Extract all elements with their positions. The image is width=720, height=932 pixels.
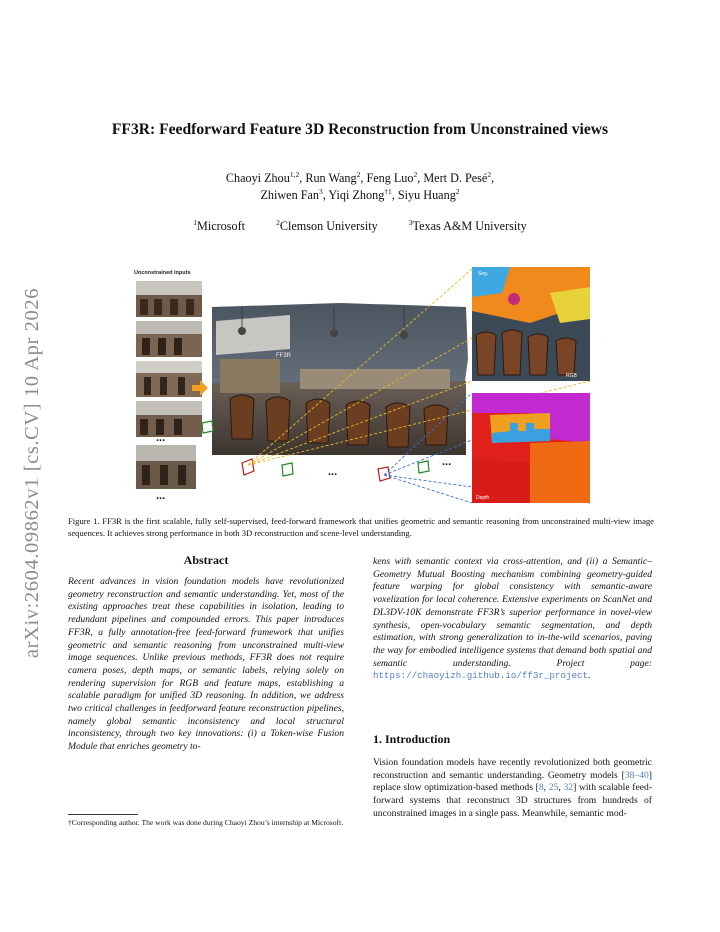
footnote: †Corresponding author. The work was done during Chaoyi Zhou’s internship at Microsoft.: [68, 818, 344, 827]
citation-link[interactable]: 8: [538, 782, 544, 794]
introduction-body: [373, 757, 652, 821]
author-separator: ,: [417, 171, 424, 185]
affiliation-clemson: $^2$Clemson University: [276, 217, 378, 233]
author-affil-mark: 2: [413, 169, 418, 179]
teaser-figure: [130, 263, 600, 510]
depth-label: Depth: [476, 495, 490, 501]
abstract-left-column: [68, 576, 344, 754]
citation-link[interactable]: 32: [563, 782, 574, 794]
camera-icon: [418, 461, 429, 473]
author-name: Yiqi Zhong: [328, 188, 385, 202]
author-separator: ,: [322, 188, 329, 202]
input-thumbnail: [136, 401, 202, 437]
inputs-label: Unconstrained inputs: [134, 270, 191, 276]
affiliation-tamu: $^3$Texas A&M University: [408, 217, 527, 233]
author-affil-mark: 2: [356, 169, 361, 179]
cameras-ellipsis: ...: [328, 466, 338, 478]
affiliation-microsoft: $^1$Microsoft: [193, 217, 246, 233]
author-affil-mark: 2: [487, 169, 492, 179]
seg-label: Seg.: [478, 271, 489, 277]
abstract-text-continued: kens with semantic context via cross-attention, and (ii) a Semantic–Geometry Mutual Boosting mechanism combining geometry-guided feature warping for global consistency with semantic-aware voxelization for local coherence. Extensive experiments on ScanNet and DL3DV-10K demonstrate FF3R’s superior performance in novel-view synthesis, open-vocabulary semantic segmentation, and depth estimation, with strong generalization to in-the-wild scenarios, paving the way for embodied intelligence systems that demand both spatial and semantic understanding. Project page: https://chaoyizh.github.io/ff3r_project.: [373, 556, 652, 682]
camera-icon: [282, 463, 293, 476]
abstract-right-column: [373, 556, 652, 683]
input-thumbnail: [136, 361, 202, 397]
seg-rgb-panel: [472, 267, 590, 381]
citation-link[interactable]: 25: [548, 782, 559, 794]
author-name: Siyu Huang: [397, 188, 456, 202]
affiliations: [80, 219, 640, 234]
author-affil-mark: 2: [455, 186, 460, 196]
teaser-figure-graphic: [130, 263, 600, 510]
paper-title: FF3R: Feedforward Feature 3D Reconstruction from Unconstrained views: [111, 121, 609, 138]
input-thumbnail: [136, 281, 202, 317]
author-separator: ,: [391, 188, 398, 202]
introduction-heading: 1. Introduction: [373, 732, 451, 746]
author-name: Run Wang: [305, 171, 357, 185]
author-name: Zhiwen Fan: [260, 188, 320, 202]
inputs-ellipsis: ...: [156, 432, 166, 444]
seg-depth-panel: [472, 393, 590, 503]
author-list: [80, 170, 640, 204]
cameras-ellipsis: ...: [442, 456, 452, 468]
introduction-paragraph: Vision foundation models have recently revolutionized both geometric reconstruction and semantic understanding. Geometry models [38–40] replace slow optimization-based methods [8, 25, 32] with scalable feed-forward systems that reconstruct 3D structures from hundreds of unconstrained images in a single pass. Meanwhile, semantic mod-: [373, 757, 653, 819]
rgb-label: RGB: [566, 373, 577, 379]
figure-caption: Figure 1. FF3R is the first scalable, fully self-supervised, feed-forward framework that unifies geometric and semantic reasoning from unconstrained multi-view image sequences. It achieves strong performance in both 3D reconstruction and scene-level understanding.: [68, 516, 654, 538]
author-line-2: [80, 187, 640, 204]
author-affil-mark: 1,2: [289, 169, 300, 179]
author-name: Feng Luo: [366, 171, 414, 185]
author-separator: ,: [491, 171, 495, 185]
author-separator: ,: [299, 171, 306, 185]
author-separator: ,: [360, 171, 367, 185]
author-affil-mark: 3: [319, 186, 323, 196]
abstract-heading: Abstract: [183, 553, 229, 567]
author-name: Mert D. Pesé: [423, 171, 488, 185]
input-thumbnail: [136, 445, 196, 489]
input-thumbnail: [136, 321, 202, 357]
camera-icon: [202, 421, 213, 433]
author-name: Chaoyi Zhou: [225, 171, 290, 185]
author-line-1: [80, 170, 640, 187]
camera-icon: [378, 467, 390, 481]
scene-label: FF3R: [276, 353, 291, 359]
arxiv-identifier: arXiv:2604.09862v1 [cs.CV] 10 Apr 2026: [21, 287, 43, 659]
inputs-ellipsis: ...: [156, 490, 166, 502]
citation-link[interactable]: 38–40: [624, 769, 649, 781]
author-affil-mark: †1: [384, 186, 392, 196]
project-page-link[interactable]: https://chaoyizh.github.io/ff3r_project: [373, 670, 589, 682]
footnote-rule: [68, 814, 138, 815]
abstract-text: Recent advances in vision foundation models have revolutionized geometry reconstruction and semantic understanding. Yet, most of the existing approaches treat these capabilities in isolation, leading to redundant pipelines and compounded errors. This paper introduces FF3R, a fully annotation-free feed-forward framework that unifies geometric and semantic reasoning from unconstrained multi-view image sequences. Unlike previous methods, FF3R does not require camera poses, depth maps, or semantic labels, relying solely on rendering supervision for RGB and feature maps, establishing a scalable paradigm for unified 3D reasoning. In addition, we address two critical challenges in feedforward feature reconstruction pipelines, namely global semantic inconsistency and local structural inconsistency, through two key innovations: (i) a Token-wise Fusion Module that enriches geometry to-: [68, 576, 344, 753]
